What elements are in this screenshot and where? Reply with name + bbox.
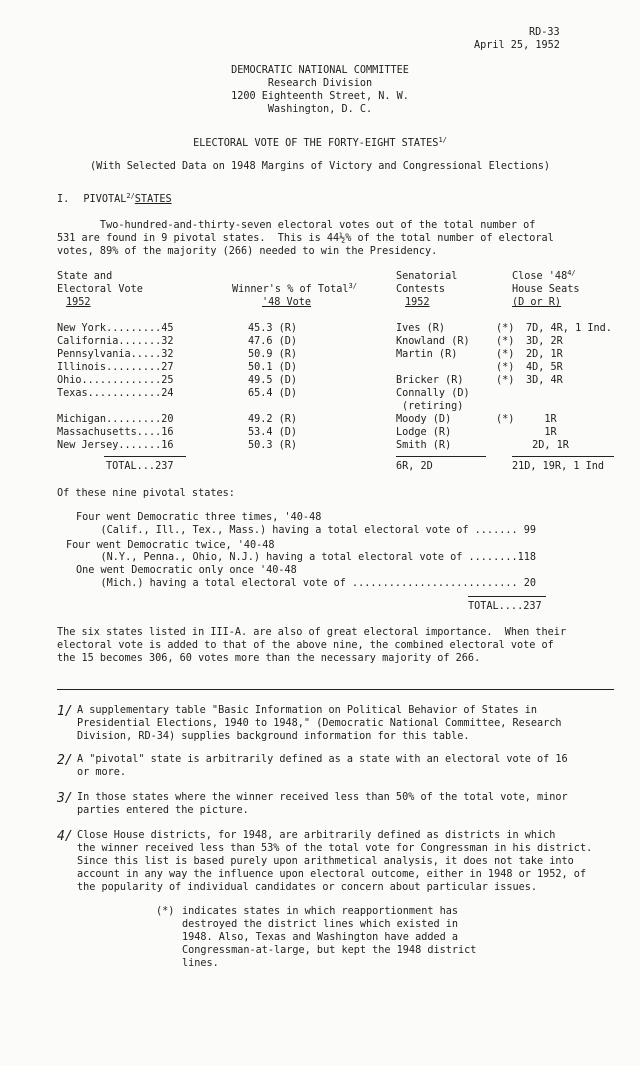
footnote-line: Since this list is based purely upon arithmetical analysis, it does not take into — [77, 856, 574, 867]
footnote-line: account in any way the influence upon electoral outcome, either in 1948 or 1952, of — [77, 869, 587, 880]
paragraph-line: the 15 becomes 306, 60 votes more than the necessary majority of 266. — [57, 653, 481, 664]
state-cell: Illinois.........27 — [57, 362, 174, 373]
house-total: 21D, 19R, 1 Ind — [512, 461, 605, 472]
section-word-states: STATES — [134, 194, 172, 205]
winner-cell: 47.6 (D) — [248, 336, 298, 347]
reapportion-mark: (*) — [496, 323, 515, 334]
footnote-mark: 2/ — [57, 753, 73, 768]
house-cell: 3D, 2R — [526, 336, 563, 347]
state-cell: California.......32 — [57, 336, 174, 347]
org-street: 1200 Eighteenth Street, N. W. — [231, 91, 409, 102]
senate-cell: (retiring) — [402, 401, 464, 412]
footnote-line: A supplementary table "Basic Information on Political Behavior of States in — [77, 705, 538, 716]
senate-cell: Smith (R) — [396, 440, 452, 451]
state-total: TOTAL...237 — [106, 461, 174, 472]
reapportionment-mark: (*) — [156, 906, 175, 917]
section-word-pivotal: PIVOTAL — [83, 194, 127, 205]
total-rule-state — [104, 456, 186, 457]
footnote-line: or more. — [77, 767, 127, 778]
header-house-line1 — [512, 270, 576, 283]
org-name: DEMOCRATIC NATIONAL COMMITTEE — [231, 65, 409, 76]
footnote-line: Division, RD-34) supplies background information for this table. — [77, 731, 470, 742]
senate-cell: Lodge (R) — [396, 427, 452, 438]
reapportion-mark: (*) — [496, 414, 515, 425]
reapportion-mark: (*) — [496, 362, 515, 373]
senate-cell: Knowland (R) — [396, 336, 470, 347]
breakdown-line: One went Democratic only once '40-48 — [76, 565, 297, 576]
house-cell: 2D, 1R — [526, 349, 563, 360]
breakdown-line: Four went Democratic twice, '40-48 — [66, 540, 275, 551]
senate-cell: Martin (R) — [396, 349, 458, 360]
document-title — [0, 137, 640, 150]
nine-states-intro: Of these nine pivotal states: — [57, 488, 235, 499]
house-cell: 1R — [526, 414, 557, 425]
house-cell: 3D, 4R — [526, 375, 563, 386]
header-house-footnote-mark: 4/ — [567, 269, 576, 277]
title-footnote-mark: 1/ — [438, 136, 447, 144]
house-cell: 2D, 1R — [526, 440, 569, 451]
footnote-line: parties entered the picture. — [77, 805, 249, 816]
state-cell: Texas............24 — [57, 388, 174, 399]
paragraph-line: The six states listed in III-A. are also of great electoral importance. When their — [57, 627, 567, 638]
intro-line: 531 are found in 9 pivotal states. This is 44½% of the total number of electoral — [57, 233, 554, 244]
org-city: Washington, D. C. — [267, 104, 373, 115]
breakdown-line: (N.Y., Penna., Ohio, N.J.) having a total electoral vote of ........118 — [76, 552, 537, 563]
footnote-mark: 4/ — [57, 829, 73, 844]
footnote-separator — [57, 689, 614, 690]
header-house-line2: House Seats — [512, 284, 580, 295]
note-line: 1948. Also, Texas and Washington have added a — [182, 932, 459, 943]
section-heading — [57, 193, 172, 206]
note-line: lines. — [182, 958, 219, 969]
breakdown-line: Four went Democratic three times, '40-48 — [76, 512, 322, 523]
senate-total: 6R, 2D — [396, 461, 433, 472]
title-text: ELECTORAL VOTE OF THE FORTY-EIGHT STATES — [193, 138, 439, 149]
reapportion-mark: (*) — [496, 375, 515, 386]
footnote-line: In those states where the winner received less than 50% of the total vote, minor — [77, 792, 568, 803]
winner-cell: 65.4 (D) — [248, 388, 298, 399]
state-cell: Ohio.............25 — [57, 375, 174, 386]
breakdown-line: (Calif., Ill., Tex., Mass.) having a total electoral vote of ....... 99 — [76, 525, 537, 536]
winner-cell: 50.3 (R) — [248, 440, 298, 451]
document-id: RD-33 — [529, 27, 560, 38]
header-winner-footnote-mark: 3/ — [348, 282, 357, 290]
state-cell: Massachusetts....16 — [57, 427, 174, 438]
winner-cell: 45.3 (R) — [248, 323, 298, 334]
state-cell: New York.........45 — [57, 323, 174, 334]
note-line: Congressman-at-large, but kept the 1948 district — [182, 945, 477, 956]
breakdown-total: TOTAL....237 — [468, 601, 542, 612]
header-senate-line1: Senatorial — [396, 271, 458, 282]
section-footnote-mark: 2/ — [126, 192, 135, 200]
header-senate-line2: Contests — [396, 284, 446, 295]
footnote-line: Close House districts, for 1948, are arbitrarily defined as districts in which — [77, 830, 556, 841]
house-cell: 4D, 5R — [526, 362, 563, 373]
footnote-line: Presidential Elections, 1940 to 1948," (Democratic National Committee, Research — [77, 718, 562, 729]
document-date: April 25, 1952 — [474, 40, 560, 51]
header-winner-line2: '48 Vote — [262, 297, 312, 308]
footnote-line: A "pivotal" state is arbitrarily defined as a state with an electoral vote of 16 — [77, 754, 568, 765]
paragraph-line: electoral vote is added to that of the above nine, the combined electoral vote of — [57, 640, 554, 651]
senate-cell: Moody (D) — [396, 414, 452, 425]
document-subtitle: (With Selected Data on 1948 Margins of Victory and Congressional Elections) — [89, 161, 550, 172]
footnote-line: the popularity of individual candidates or concern about particular issues. — [77, 882, 538, 893]
senate-cell: Ives (R) — [396, 323, 446, 334]
header-senate-line3: 1952 — [405, 297, 430, 308]
reapportion-mark: (*) — [496, 349, 515, 360]
header-winner-line1 — [232, 283, 357, 296]
header-house-line3: (D or R) — [512, 297, 562, 308]
header-winner-text: Winner's % of Total — [232, 284, 349, 295]
footnote-mark: 3/ — [57, 791, 73, 806]
intro-line: Two-hundred-and-thirty-seven electoral votes out of the total number of — [57, 220, 536, 231]
winner-cell: 49.2 (R) — [248, 414, 298, 425]
footnote-line: the winner received less than 53% of the total vote for Congressman in his district. — [77, 843, 593, 854]
breakdown-total-rule — [468, 596, 546, 597]
reapportion-mark: (*) — [496, 336, 515, 347]
total-rule-senate — [396, 456, 486, 457]
note-line: indicates states in which reapportionment has — [182, 906, 459, 917]
header-state-line2: Electoral Vote — [57, 284, 143, 295]
senate-cell: Bricker (R) — [396, 375, 464, 386]
house-cell: 7D, 4R, 1 Ind. — [526, 323, 612, 334]
footnote-mark: 1/ — [57, 704, 73, 719]
org-division: Research Division — [267, 78, 373, 89]
breakdown-line: (Mich.) having a total electoral vote of ........................... 20 — [76, 578, 537, 589]
note-line: destroyed the district lines which existed in — [182, 919, 459, 930]
total-rule-house — [512, 456, 614, 457]
winner-cell: 50.9 (R) — [248, 349, 298, 360]
state-cell: New Jersey.......16 — [57, 440, 174, 451]
header-state-line3: 1952 — [66, 297, 91, 308]
section-number: I. — [57, 194, 70, 205]
header-house-text: Close '48 — [512, 271, 568, 282]
winner-cell: 50.1 (D) — [248, 362, 298, 373]
winner-cell: 53.4 (D) — [248, 427, 298, 438]
header-state-line1: State and — [57, 271, 113, 282]
house-cell: 1R — [526, 427, 557, 438]
winner-cell: 49.5 (D) — [248, 375, 298, 386]
state-cell: Pennsylvania.....32 — [57, 349, 174, 360]
state-cell: Michigan.........20 — [57, 414, 174, 425]
senate-cell: Connally (D) — [396, 388, 470, 399]
intro-line: votes, 89% of the majority (266) needed to win the Presidency. — [57, 246, 438, 257]
